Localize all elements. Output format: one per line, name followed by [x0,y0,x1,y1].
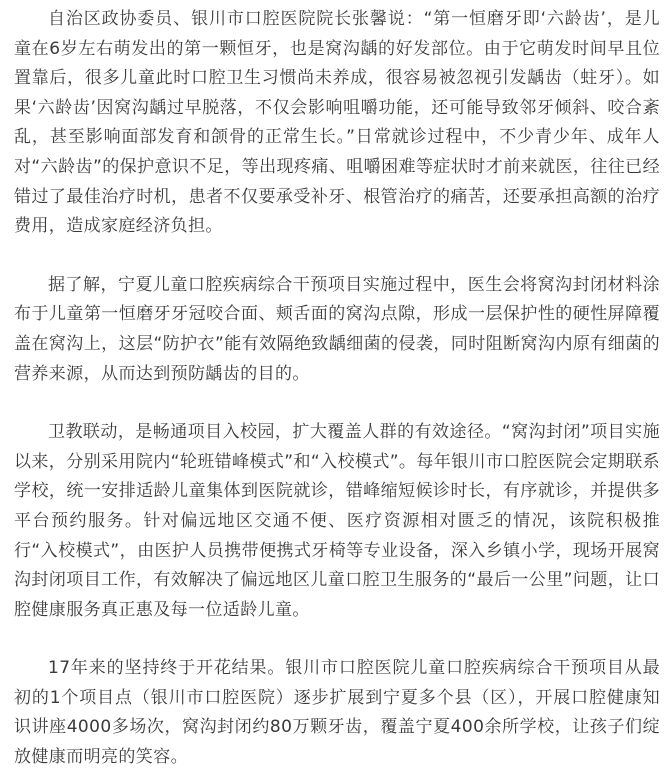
article-paragraph-4: 17年来的坚持终于开花结果。银川市口腔医院儿童口腔疾病综合干预项目从最初的1个项目点（银川市口腔医院）逐步扩展到宁夏多个县（区），开展口腔健康知识讲座4000多场次，窝沟封闭约80万颗牙齿，覆盖宁夏400余所学校，让孩子们绽放健康而明亮的笑容。 [14,658,660,768]
article-paragraph-3: 卫教联动，是畅通项目入校园，扩大覆盖人群的有效途径。“窝沟封闭”项目实施以来，分别采用院内“轮班错峰模式”和“入校模式”。每年银川市口腔医院会定期联系学校，统一安排适龄儿童集体到医院就诊，错峰缩短候诊时长，有序就诊，并提供多平台预约服务。针对偏远地区交通不便、医疗资源相对匮乏的情况，该院积极推行“入校模式”，由医护人员携带便携式牙椅等专业设备，深入乡镇小学，现场开展窝沟封闭项目工作，有效解决了偏远地区儿童口腔卫生服务的“最后一公里”问题，让口腔健康服务真正惠及每一位适龄儿童。 [14,422,660,620]
article-paragraph-2: 据了解，宁夏儿童口腔疾病综合干预项目实施过程中，医生会将窝沟封闭材料涂布于儿童第一恒磨牙牙冠咬合面、颊舌面的窝沟点隙，形成一层保护性的硬性屏障覆盖在窝沟上，这层“防护衣”能有效隔绝致龋细菌的侵袭，同时阻断窝沟内原有细菌的营养来源，从而达到预防龋齿的目的。 [14,274,660,384]
article-body [14,0,660,773]
article-paragraph-1: 自治区政协委员、银川市口腔医院院长张馨说：“第一恒磨牙即‘六龄齿’，是儿童在6岁左右萌发出的第一颗恒牙，也是窝沟龋的好发部位。由于它萌发时间早且位置靠后，很多儿童此时口腔卫生习惯尚未养成，很容易被忽视引发龋齿（蛀牙）。如果‘六龄齿’因窝沟龋过早脱落，不仅会影响咀嚼功能，还可能导致邻牙倾斜、咬合紊乱，甚至影响面部发育和颌骨的正常生长。”日常就诊过程中，不少青少年、成年人对“六龄齿”的保护意识不足，等出现疼痛、咀嚼困难等症状时才前来就医，往往已经错过了最佳治疗时机，患者不仅要承受补牙、根管治疗的痛苦，还要承担高额的治疗费用，造成家庭经济负担。 [14,9,660,237]
